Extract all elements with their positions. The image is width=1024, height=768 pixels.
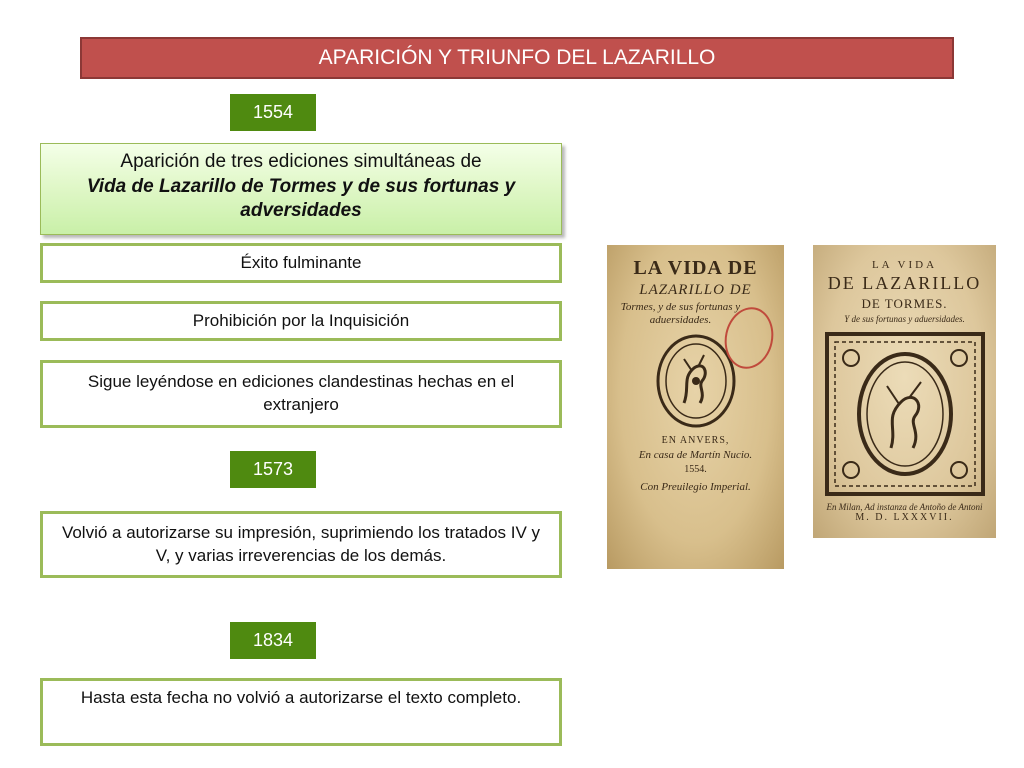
first-editions-book-title: Vida de Lazarillo de Tormes y de sus fortunas y adversidades — [86, 175, 516, 222]
cover2-title: DE LAZARILLO — [827, 273, 982, 293]
clandestine-box: Sigue leyéndose en ediciones clandestinas hechas en el extranjero — [40, 360, 562, 428]
cover1-description: Tormes, y de sus fortunas y aduersidades. — [620, 301, 741, 327]
year-1573-label: 1573 — [230, 451, 316, 488]
cover-anvers-1554-image — [607, 245, 784, 569]
first-editions-line1: Aparición de tres ediciones simultáneas de — [120, 151, 482, 172]
cover1-subtitle: LAZARILLO DE — [639, 282, 752, 298]
cover2-imprint: En Milan, Ad instanza de Antoño de Antoni — [826, 502, 983, 512]
cover2-subtitle: DE TORMES. — [861, 296, 948, 311]
cover2-date: M. D. LXXXVII. — [855, 512, 954, 523]
slide-title: APARICIÓN Y TRIUNFO DEL LAZARILLO — [80, 37, 954, 79]
cover1-privilege: Con Preuilegio Imperial. — [640, 481, 751, 494]
cover1-printer: En casa de Martín Nucio. — [638, 449, 753, 462]
prohibition-box: Prohibición por la Inquisición — [40, 301, 562, 341]
success-box: Éxito fulminante — [40, 243, 562, 283]
cover1-year: 1554. — [684, 464, 707, 476]
cover-milan-1587-image — [813, 245, 996, 538]
full-text-box: Hasta esta fecha no volvió a autorizarse el texto completo. — [40, 678, 562, 746]
year-1554-label: 1554 — [230, 94, 316, 131]
cover2-description: Y de sus fortunas y aduersidades. — [844, 314, 965, 324]
cover1-place: EN ANVERS, — [661, 435, 730, 447]
reauthorization-box: Volvió a autorizarse su impresión, suprimiendo los tratados IV y V, y varias irreverencias de los demás. — [40, 511, 562, 578]
cover2-top: LA VIDA — [871, 259, 938, 271]
year-1834-label: 1834 — [230, 622, 316, 659]
cover1-title: LA VIDA DE — [633, 257, 758, 279]
first-editions-box — [40, 143, 562, 235]
ornamental-frame-icon — [821, 328, 989, 500]
